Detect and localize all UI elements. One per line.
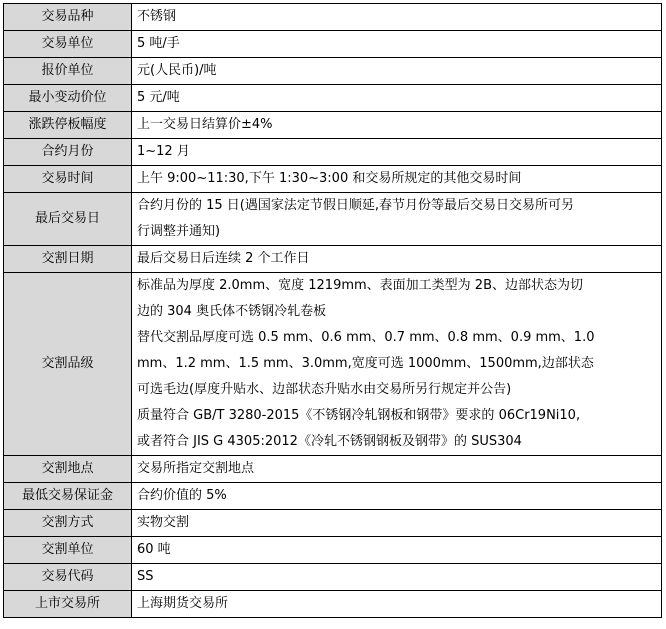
- row-value: 实物交割: [132, 510, 662, 537]
- row-value: 上海期货交易所: [132, 591, 662, 618]
- row-label: 涨跌停板幅度: [4, 112, 132, 139]
- value-line: 边的 304 奥氏体不锈钢冷轧卷板: [137, 304, 327, 319]
- value-line: 合约月份的 15 日(遇国家法定节假日顺延,春节月份等最后交易日交易所可另: [137, 198, 575, 213]
- value-line: 标准品为厚度 2.0mm、宽度 1219mm、表面加工类型为 2B、边部状态为切: [137, 278, 583, 293]
- row-label: 交割日期: [4, 246, 132, 273]
- table-row: [4, 537, 662, 564]
- row-value: [132, 193, 662, 246]
- table-row: [4, 483, 662, 510]
- row-label: 最小变动价位: [4, 85, 132, 112]
- row-label: 交割地点: [4, 456, 132, 483]
- row-label: 交易代码: [4, 564, 132, 591]
- row-value: [132, 273, 662, 456]
- row-label: 交割方式: [4, 510, 132, 537]
- table-row: [4, 193, 662, 246]
- table-row: [4, 139, 662, 166]
- row-label: 交易时间: [4, 166, 132, 193]
- table-row: [4, 166, 662, 193]
- row-value: 交易所指定交割地点: [132, 456, 662, 483]
- row-value: 不锈钢: [132, 4, 662, 31]
- row-value: 5 吨/手: [132, 31, 662, 58]
- table-row: [4, 58, 662, 85]
- row-label: 交割品级: [4, 273, 132, 456]
- row-value: SS: [132, 564, 662, 591]
- row-value: 1~12 月: [132, 139, 662, 166]
- table-row: [4, 246, 662, 273]
- table-row: [4, 4, 662, 31]
- value-line: mm、1.2 mm、1.5 mm、3.0mm,宽度可选 1000mm、1500mm,边部状态: [137, 356, 594, 371]
- table-row: [4, 112, 662, 139]
- table-row: [4, 591, 662, 618]
- row-value: 元(人民币)/吨: [132, 58, 662, 85]
- value-line: 行调整并通知): [137, 224, 221, 239]
- table-row: [4, 85, 662, 112]
- row-label: 最后交易日: [4, 193, 132, 246]
- row-value: 60 吨: [132, 537, 662, 564]
- table-row: [4, 273, 662, 456]
- value-line: 或者符合 JIS G 4305:2012《冷轧不锈钢钢板及钢带》的 SUS304: [137, 434, 522, 449]
- table-row: [4, 564, 662, 591]
- row-value: 上午 9:00~11:30,下午 1:30~3:00 和交易所规定的其他交易时间: [132, 166, 662, 193]
- table-row: [4, 31, 662, 58]
- contract-spec-table: [3, 3, 662, 618]
- row-value: 最后交易日后连续 2 个工作日: [132, 246, 662, 273]
- row-value: 合约价值的 5%: [132, 483, 662, 510]
- row-label: 最低交易保证金: [4, 483, 132, 510]
- row-label: 报价单位: [4, 58, 132, 85]
- row-label: 合约月份: [4, 139, 132, 166]
- row-label: 交易品种: [4, 4, 132, 31]
- row-value: 上一交易日结算价±4%: [132, 112, 662, 139]
- row-label: 上市交易所: [4, 591, 132, 618]
- table-row: [4, 456, 662, 483]
- row-value: 5 元/吨: [132, 85, 662, 112]
- value-line: 可选毛边(厚度升贴水、边部状态升贴水由交易所另行规定并公告): [137, 382, 512, 397]
- row-label: 交易单位: [4, 31, 132, 58]
- row-label: 交割单位: [4, 537, 132, 564]
- value-line: 替代交割品厚度可选 0.5 mm、0.6 mm、0.7 mm、0.8 mm、0.9 mm、1.0: [137, 330, 595, 345]
- table-row: [4, 510, 662, 537]
- value-line: 质量符合 GB/T 3280-2015《不锈钢冷轧钢板和钢带》要求的 06Cr19Ni10,: [137, 408, 581, 423]
